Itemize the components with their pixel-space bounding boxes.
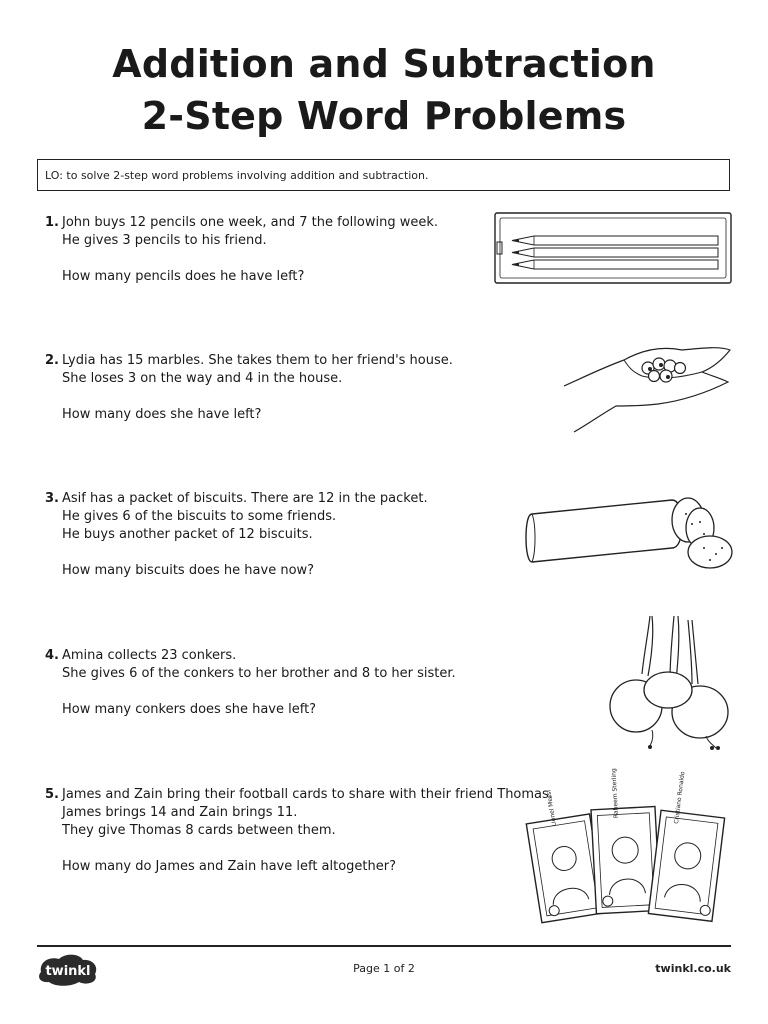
question-text-line: He buys another packet of 12 biscuits. xyxy=(62,527,313,542)
question-text-line: Asif has a packet of biscuits. There are 12 in the packet. xyxy=(62,491,428,506)
question-number: 2. xyxy=(45,353,59,368)
website-link[interactable]: twinkl.co.uk xyxy=(655,962,731,975)
logo-text: twinkl xyxy=(45,964,91,979)
hand-marbles-icon xyxy=(562,342,734,434)
question-number: 4. xyxy=(45,648,59,663)
question-2 xyxy=(45,352,453,424)
learning-objective-box xyxy=(37,159,730,191)
question-text-line: She loses 3 on the way and 4 in the house. xyxy=(62,371,343,386)
page-number: Page 1 of 2 xyxy=(353,962,415,975)
question-prompt: How many does she have left? xyxy=(62,407,262,422)
question-text-line: She gives 6 of the conkers to her brother and 8 to her sister. xyxy=(62,666,456,681)
question-4 xyxy=(45,647,456,719)
question-text-line: Lydia has 15 marbles. She takes them to her friend's house. xyxy=(62,353,453,368)
question-prompt: How many do James and Zain have left altogether? xyxy=(62,859,397,874)
conkers-icon xyxy=(608,614,732,754)
question-text-line: James and Zain bring their football cards to share with their friend Thomas. xyxy=(62,787,553,802)
question-text-line: They give Thomas 8 cards between them. xyxy=(62,823,336,838)
question-number: 3. xyxy=(45,491,59,506)
pencil-pack-icon xyxy=(494,212,732,284)
biscuit-packet-icon xyxy=(526,494,734,572)
question-1 xyxy=(45,214,438,286)
football-cards-icon xyxy=(528,768,732,932)
question-number: 5. xyxy=(45,787,59,802)
card-name-2: Raheem Sterling xyxy=(610,768,620,819)
question-prompt: How many pencils does he have left? xyxy=(62,269,305,284)
learning-objective-text: LO: to solve 2-step word problems involving addition and subtraction. xyxy=(45,169,429,182)
question-text-line: Amina collects 23 conkers. xyxy=(62,648,237,663)
question-text-line: He gives 6 of the biscuits to some friends. xyxy=(62,509,337,524)
title-line-1: Addition and Subtraction xyxy=(112,42,656,86)
title-line-2: 2-Step Word Problems xyxy=(141,94,627,138)
card-name-3: Cristiano Ronaldo xyxy=(673,771,687,825)
question-text-line: John buys 12 pencils one week, and 7 the following week. xyxy=(62,215,438,230)
card-name-1: Lionel Messi xyxy=(545,789,558,827)
question-3 xyxy=(45,490,428,580)
footer-divider xyxy=(37,945,731,947)
question-5 xyxy=(45,786,553,876)
question-prompt: How many biscuits does he have now? xyxy=(62,563,315,578)
page-title xyxy=(0,38,768,142)
question-number: 1. xyxy=(45,215,59,230)
question-text-line: James brings 14 and Zain brings 11. xyxy=(62,805,298,820)
question-text-line: He gives 3 pencils to his friend. xyxy=(62,233,267,248)
question-prompt: How many conkers does she have left? xyxy=(62,702,317,717)
